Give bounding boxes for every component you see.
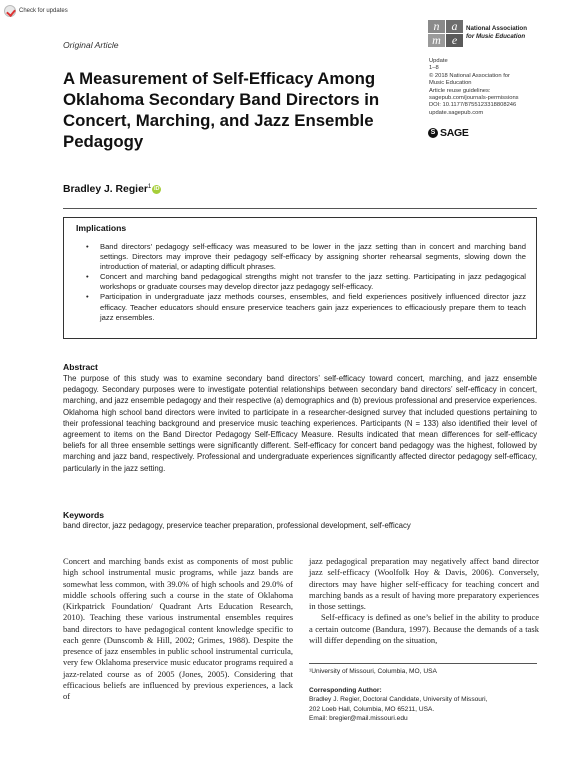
publication-metadata — [429, 58, 559, 117]
implication-item: • Concert and marching band pedagogical strengths might not transfer to the jazz setting. Participating in jazz pedagogical workshops or graduate courses may develop director jazz pedagogy self-efficacy. — [76, 272, 526, 292]
affiliation-footnote: ¹University of Missouri, Columbia, MO, USA — [309, 668, 437, 675]
body-paragraph: Self-efficacy is defined as one’s belief in the ability to produce a certain outcome (Bandura, 1997). Because the demands of a task will differ depending on the situation, — [309, 612, 539, 645]
logo-letter-n: n — [428, 20, 445, 33]
abstract-heading: Abstract — [63, 362, 98, 372]
body-column-left — [63, 556, 293, 702]
corresponding-author-line: Bradley J. Regier, Doctoral Candidate, University of Missouri, — [309, 696, 488, 704]
sage-logo — [428, 127, 469, 139]
keywords-section — [63, 510, 537, 531]
keywords-heading: Keywords — [63, 510, 105, 520]
logo-letter-m: m — [428, 34, 445, 47]
meta-update: Update — [429, 58, 448, 64]
article-title: A Measurement of Self-Efficacy Among Oklahoma Secondary Band Directors in Concert, Marching, and Jazz Ensemble Pedagogy — [63, 69, 380, 151]
corresponding-author-heading: Corresponding Author: — [309, 687, 382, 695]
author-line — [63, 184, 161, 195]
org-name-line2: for Music Education — [466, 33, 526, 40]
footnote-divider — [309, 663, 537, 664]
implication-item: • Participation in undergraduate jazz methods courses, ensembles, and field experiences positively influenced director jazz efficacy. Teacher educators should ensure preservice teachers gain jazz experiences to efficaciously prepare them to teach jazz ensembles. — [76, 292, 526, 322]
corresponding-author-address: 202 Loeb Hall, Columbia, MO 65211, USA. — [309, 705, 435, 713]
body-paragraph: Concert and marching bands exist as components of most public high school instrumental music programs, while jazz bands are somewhat less common, with 39.0% of high schools and 29.0% of middle schools offering such a course in the state of Oklahoma (Kirkpatrick Foundation/ Quadrant Arts Education Research, 2010). Teaching these various instrumental ensembles requires band directors to have pedagogical content knowledge specific to each genre (Dunscomb & Hill, 2002; Grimes, 1988). Despite the presence of jazz ensembles in public school instrumental curricula, very few Oklahoma preservice music educator programs required a jazz-related course as of 2005 (Jones, 2005). Considering that efficacious beliefs are influenced by previous experiences, a lack of — [63, 556, 293, 701]
author-affiliation-mark: 1 — [147, 184, 152, 190]
implications-heading: Implications — [76, 223, 127, 233]
author-name: Bradley J. Regier — [63, 184, 148, 195]
meta-reuse-label: Article reuse guidelines: — [429, 87, 491, 94]
org-name-line1: National Association — [466, 25, 527, 32]
implications-list — [76, 242, 526, 323]
organization-name — [466, 25, 527, 41]
check-updates-icon — [4, 5, 16, 17]
keywords-text: band director, jazz pedagogy, preservice teacher preparation, professional development, self-efficacy — [63, 521, 411, 530]
abstract-text: The purpose of this study was to examine secondary band directors’ self-efficacy toward concert, marching, and jazz ensemble pedagogy. Secondary purposes were to investigate potential relationships between secondary band directors’ self-efficacy in concert, marching, and jazz ensemble pedagogy and their respective (a) demographics and (b) previous professional and preservice experiences. Oklahoma high school band directors were invited to participate in a researcher-designed survey that included questions pertaining to their professional teaching background and preservice music teaching experiences. Participants (N = 133) also identified their level of agreement to items on the Band Director Pedagogy Self-Efficacy Measure. Results indicated that mean differences for self-efficacy beliefs for all three ensemble settings were significantly different. Self-efficacy for concert band pedagogy was the highest, followed by marching and jazz band, respectively. Professional and undergraduate experiences significantly affected director pedagogy self-efficacy, particularly in the jazz setting. — [63, 374, 537, 473]
check-updates-label: Check for updates — [19, 8, 68, 14]
logo-letter-a: a — [446, 20, 463, 33]
meta-doi[interactable]: DOI: 10.1177/8755123318808246 — [429, 102, 517, 109]
article-type-label: Original Article — [63, 40, 119, 50]
corresponding-author-email[interactable]: Email: bregier@mail.missouri.edu — [309, 714, 408, 722]
implications-box — [63, 217, 537, 339]
check-for-updates-button[interactable] — [4, 4, 90, 18]
implication-item: • Band directors’ pedagogy self-efficacy was measured to be lower in the jazz setting than in concert and marching band settings. Directors may improve their pedagogy self-efficacy by assigning shorter rehearsal segments, slowing down the introduction of material, or adapting difficult phrases. — [76, 242, 526, 272]
body-paragraph: jazz pedagogical preparation may negatively affect band director jazz self-efficacy (Woolfolk Hoy & Davis, 2006). Conversely, directors may have higher self-efficacy for teaching concert and marching bands as a result of having more preparatory experiences in those settings. — [309, 556, 539, 611]
footnotes — [309, 667, 539, 723]
header-divider — [63, 208, 537, 209]
sage-wordmark: SAGE — [440, 127, 469, 139]
orcid-icon[interactable]: iD — [154, 186, 160, 192]
abstract-section — [63, 362, 537, 474]
meta-update-link[interactable]: update.sagepub.com — [429, 109, 484, 116]
meta-copyright-cont: Music Education — [429, 80, 472, 87]
body-column-right — [309, 556, 539, 646]
meta-pages: 1–8 — [429, 65, 439, 72]
meta-permissions-link[interactable]: sagepub.com/journals-permissions — [429, 95, 519, 102]
meta-copyright: © 2018 National Association for — [429, 72, 510, 79]
sage-icon: S — [428, 128, 438, 138]
logo-letter-e: e — [446, 34, 463, 47]
name-logo — [428, 20, 464, 48]
